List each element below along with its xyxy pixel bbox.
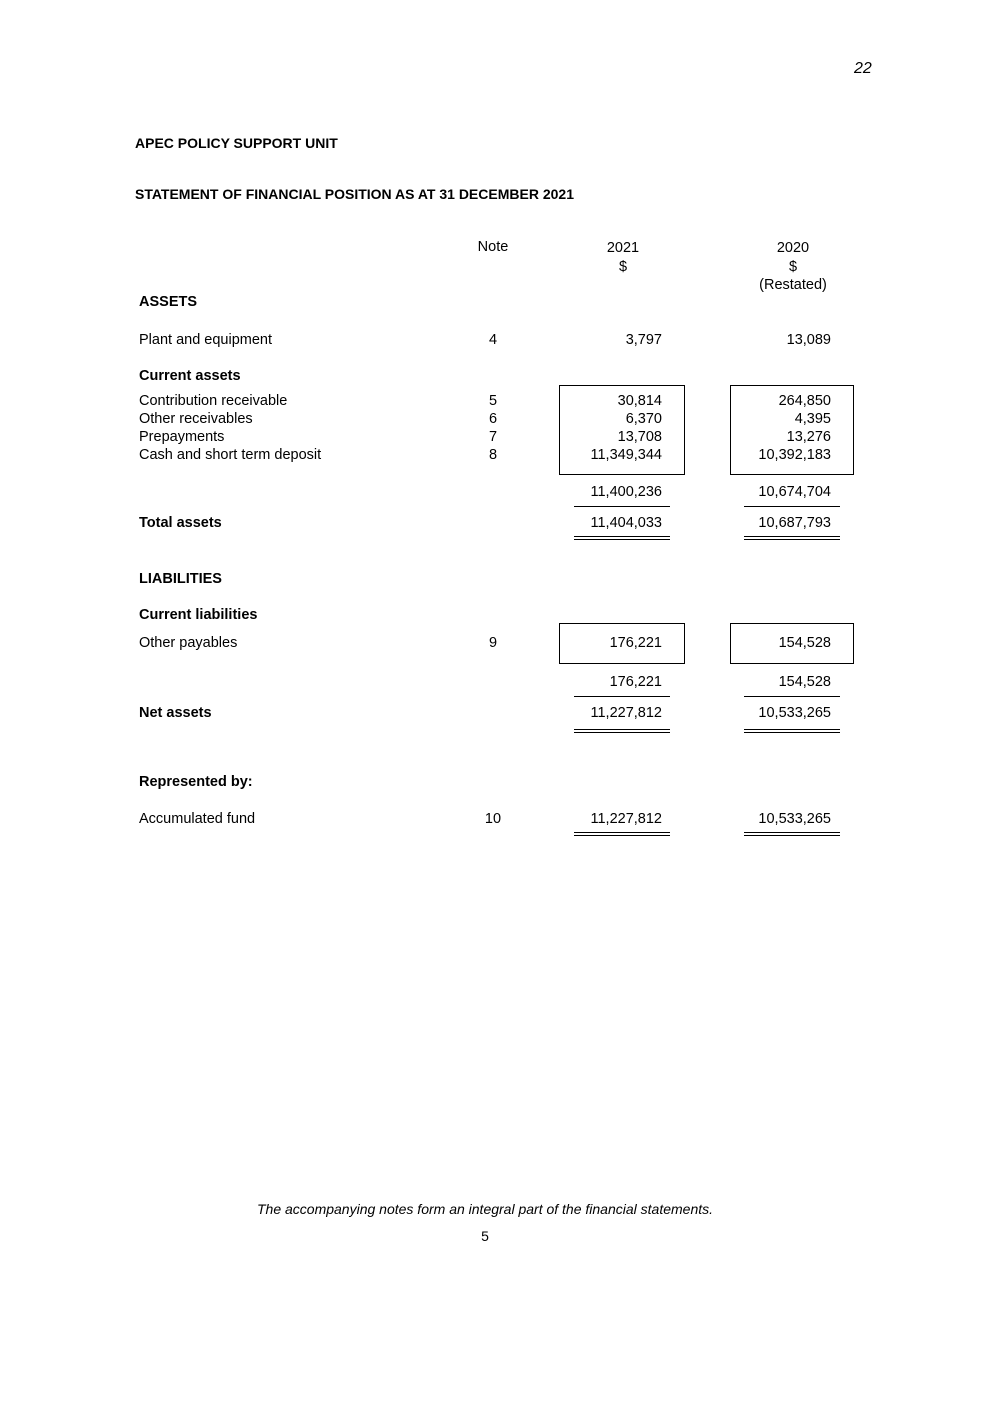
row-note: 6 bbox=[488, 411, 498, 427]
page-number-bottom: 5 bbox=[481, 1228, 489, 1244]
row-label: Other payables bbox=[139, 635, 238, 651]
value-2021: 11,227,812 bbox=[590, 811, 662, 827]
liabilities-subtotal-2020: 154,528 bbox=[778, 674, 831, 690]
value-2021: 30,814 bbox=[617, 393, 662, 409]
value-2020: 10,687,793 bbox=[758, 515, 831, 531]
footer-note: The accompanying notes form an integral part of the financial statements. bbox=[256, 1201, 714, 1217]
value-2021: 3,797 bbox=[625, 332, 662, 348]
org-name: APEC POLICY SUPPORT UNIT bbox=[135, 135, 338, 151]
value-2021: 11,404,033 bbox=[590, 515, 662, 531]
column-header-2020 bbox=[742, 239, 844, 295]
value-2020: 154,528 bbox=[778, 635, 831, 651]
value-2021: 176,221 bbox=[609, 635, 662, 651]
row-note: 8 bbox=[488, 447, 498, 463]
net-double-rule-2020 bbox=[744, 729, 840, 733]
net-double-rule-2021 bbox=[574, 729, 670, 733]
assets-heading: ASSETS bbox=[139, 294, 198, 310]
current-assets-subtotal-2021: 11,400,236 bbox=[590, 484, 662, 500]
total-double-rule-2020 bbox=[744, 536, 840, 540]
value-2020: 10,533,265 bbox=[758, 705, 831, 721]
value-2021: 11,227,812 bbox=[590, 705, 662, 721]
fund-double-rule-2020 bbox=[744, 832, 840, 836]
value-2020: 13,089 bbox=[786, 332, 831, 348]
row-note: 4 bbox=[488, 332, 498, 348]
value-2021: 6,370 bbox=[625, 411, 662, 427]
subtotal-rule-2021 bbox=[574, 506, 670, 507]
subtotal-rule-2020 bbox=[744, 506, 840, 507]
liab-rule-2020 bbox=[744, 696, 840, 697]
row-label: Net assets bbox=[139, 705, 212, 721]
value-2021: 11,349,344 bbox=[590, 447, 662, 463]
unit-2021: $ bbox=[618, 258, 628, 275]
value-2020: 4,395 bbox=[794, 411, 831, 427]
row-label: Prepayments bbox=[139, 429, 225, 445]
restated-label: (Restated) bbox=[759, 277, 827, 293]
row-note: 7 bbox=[488, 429, 498, 445]
value-2020: 10,392,183 bbox=[758, 447, 831, 463]
row-label: Total assets bbox=[139, 515, 222, 531]
fund-double-rule-2021 bbox=[574, 832, 670, 836]
represented-by-heading: Represented by: bbox=[139, 774, 253, 790]
current-liabilities-heading: Current liabilities bbox=[139, 607, 258, 623]
row-label: Plant and equipment bbox=[139, 332, 273, 348]
liabilities-heading: LIABILITIES bbox=[139, 571, 222, 587]
total-double-rule-2021 bbox=[574, 536, 670, 540]
value-2020: 264,850 bbox=[778, 393, 831, 409]
row-note: 10 bbox=[484, 811, 502, 827]
value-2020: 13,276 bbox=[786, 429, 831, 445]
value-2021: 13,708 bbox=[617, 429, 662, 445]
row-label: Other receivables bbox=[139, 411, 253, 427]
liab-rule-2021 bbox=[574, 696, 670, 697]
row-label: Cash and short term deposit bbox=[139, 447, 322, 463]
current-assets-heading: Current assets bbox=[139, 368, 241, 384]
current-assets-subtotal-2020: 10,674,704 bbox=[758, 484, 831, 500]
page-number-top: 22 bbox=[854, 60, 872, 77]
row-note: 9 bbox=[488, 635, 498, 651]
year-2020: 2020 bbox=[776, 240, 810, 256]
statement-title: STATEMENT OF FINANCIAL POSITION AS AT 31 DECEMBER 2021 bbox=[135, 186, 574, 202]
liabilities-subtotal-2021: 176,221 bbox=[609, 674, 662, 690]
year-2021: 2021 bbox=[606, 240, 640, 256]
row-label: Accumulated fund bbox=[139, 811, 256, 827]
note-column-header: Note bbox=[477, 239, 509, 255]
column-header-2021 bbox=[572, 239, 674, 276]
row-note: 5 bbox=[488, 393, 498, 409]
value-2020: 10,533,265 bbox=[758, 811, 831, 827]
row-label: Contribution receivable bbox=[139, 393, 288, 409]
unit-2020: $ bbox=[788, 258, 798, 275]
